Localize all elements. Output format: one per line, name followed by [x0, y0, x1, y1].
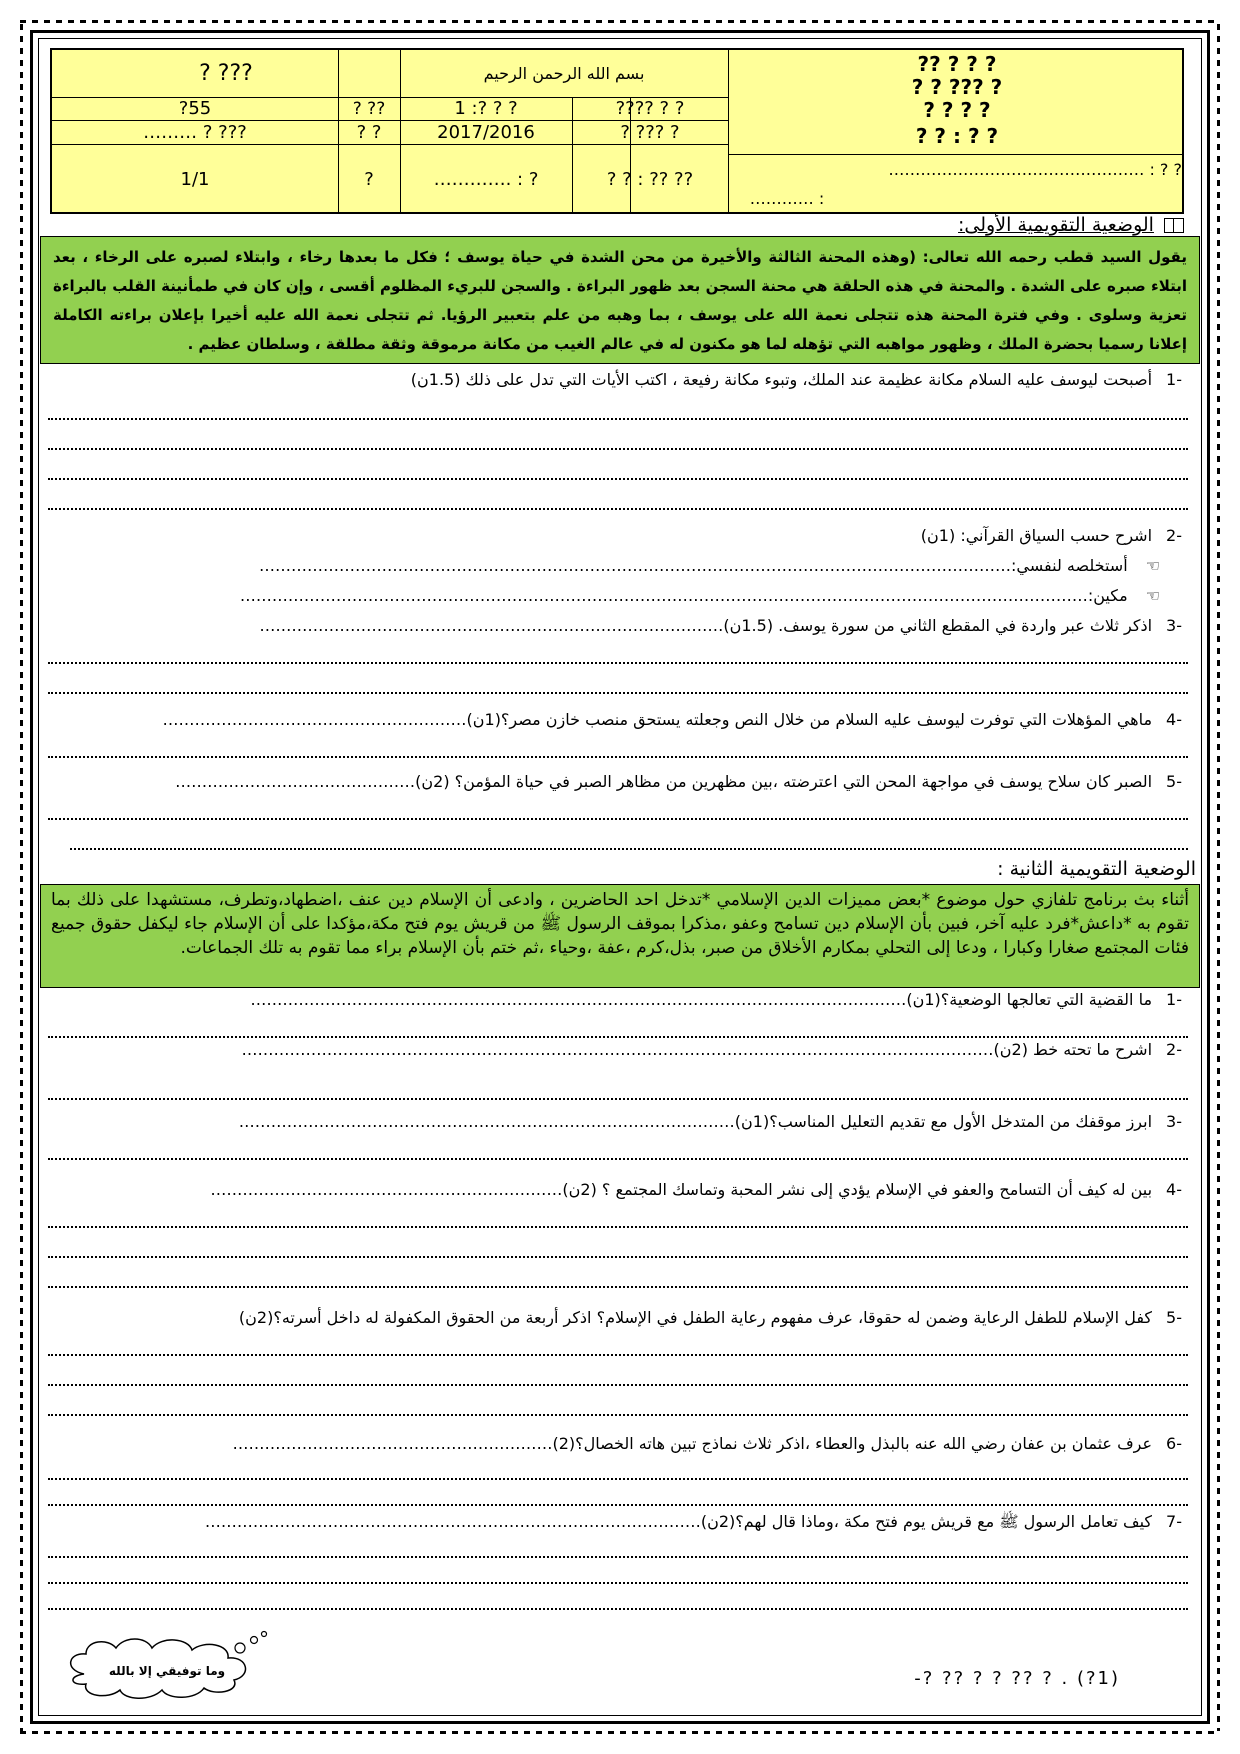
answer-line[interactable]	[48, 1158, 1188, 1160]
pointing-hand-icon: ☜	[1145, 586, 1160, 605]
situation2-title: الوضعية التقويمية الثانية :	[997, 858, 1196, 880]
pointing-hand-icon: ☜	[1145, 556, 1160, 575]
school-name-line4: ? ? : ? ?	[915, 124, 999, 148]
answer-line[interactable]	[48, 1286, 1188, 1288]
s2-question-6: -6عرف عثمان بن عفان رضي الله عنه بالبذل والعطاء ،اذكر ثلاث نماذج تبين هاته الخصال؟(2)……………………………………………………	[232, 1434, 1182, 1453]
year-label: ? ??? ?	[620, 121, 680, 143]
answer-line[interactable]	[70, 848, 1188, 850]
basmala: بسم الله الرحمن الرحيم	[483, 64, 645, 83]
s2-question-3: -3ابرز موقفك من المتدخل الأول مع تقديم التعليل المناسب؟(1ن)…………………………………………………………………………………	[238, 1112, 1182, 1131]
s1-question-3: -3اذكر ثلاث عبر واردة في المقطع الثاني من سورة يوسف. (1.5ن)……………………………………………………………………………	[259, 616, 1182, 635]
answer-line[interactable]	[48, 1354, 1188, 1356]
situation1-title: الوضعية التقويمية الأولى:	[958, 214, 1184, 236]
answer-line[interactable]	[48, 1556, 1188, 1558]
situation1-text: يقول السيد قطب رحمه الله تعالى: (وهذه المحنة الثالثة والأخيرة من محن الشدة في حياة يوسف ؛ فكل ما بعدها رخاء ، وابتلاء لصبره على الرخاء ، بعد ابتلاء صبره على الشدة . والمحنة في هذه الحلقة هي محنة السجن بعد ظهور البراءة . والسجن للبريء المظلوم أقسى ، وإن كان في طمأنينة القلب بالبراءة تعزية وسلوى . وفي فترة المحنة هذه تتجلى نعمة الله على يوسف ، بما وهبه من علم بتعبير الرؤيا. ثم تتجلى نعمة الله عليه أخيرا بإعلان براءته الكاملة إعلانا رسميا بحضرة الملك ، وظهور مواهبه التي تؤهله لما هو مكنون له في عالم الغيب من مكانة مرموقة وثقة مطلقة ، وسلطان عظيم .	[40, 236, 1200, 364]
book-icon	[1164, 218, 1184, 233]
answer-line[interactable]	[48, 478, 1188, 480]
student-class-line: ………… :	[749, 188, 825, 208]
footer-line: -? ?? ? ? ?? ? . (?1)	[914, 1668, 1120, 1689]
duration: 1 :? ? ?	[454, 98, 518, 119]
school-name-line1: ?? ? ? ?	[917, 52, 997, 76]
answer-line[interactable]	[48, 1226, 1188, 1228]
answer-line[interactable]	[48, 1414, 1188, 1416]
s1-sub-item-1: ☜أستخلصه لنفسي:……………………………………………………………………………………………………………………………	[259, 556, 1160, 575]
cloud-text: وما توفيقي إلا بالله	[108, 1664, 226, 1678]
answer-line[interactable]	[48, 418, 1188, 420]
situation2-text: أثناء بث برنامج تلفازي حول موضوع *بعض مميزات الدين الإسلامي *تدخل احد الحاضرين ، وادعى أن الإسلام دين عنف ،اضطهاد،وتطرف، مستشهدا على ذلك بما تقوم به *داعش*فرد عليه آخر، فبين بأن الإسلام دين تسامح وعفو ،مذكرا بموقف الرسول ﷺ من قريش يوم فتح مكة،مؤكدا على أن الإسلام جاء ليكفل حقوق جميع فئات المجتمع صغارا وكبارا ، ودعا إلى التحلي بمكارم الأخلاق من صبر، بذل،كرم ،عفة ،وحياء ،ثم ختم بأن الإسلام براء مما تقوم به تلك الجماعات.	[40, 884, 1200, 988]
page-label: ?	[364, 168, 374, 190]
school-year: 2017/2016	[437, 121, 535, 143]
s2-question-1: -1ما القضية التي تعالجها الوضعية؟(1ن)……………………………………………………………………………………………………………	[250, 990, 1182, 1009]
s1-question-2: -2اشرح حسب السياق القرآني: (1ن)	[920, 526, 1182, 545]
header-title-left: ? ???	[199, 61, 253, 86]
s2-question-7: -7كيف تعامل الرسول ﷺ مع قريش يوم فتح مكة ،وماذا قال لهم؟(2ن)…………………………………………………………………………………	[204, 1512, 1182, 1531]
answer-line[interactable]	[48, 1036, 1188, 1038]
term: ???? ? ?	[615, 98, 685, 119]
answer-line[interactable]	[48, 692, 1188, 694]
answer-line[interactable]	[48, 662, 1188, 664]
s1-sub-item-2: ☜مكين:……………………………………………………………………………………………………………………………………………	[239, 586, 1160, 605]
student-name-line: ………………………………………… : ? ?	[888, 159, 1182, 179]
answer-line[interactable]	[48, 508, 1188, 510]
s2-question-4: -4بين له كيف أن التسامح والعفو في الإسلام يؤدي إلى نشر المحبة وتماسك المجتمع ؟ (2ن)…………………………………………………………	[210, 1180, 1182, 1199]
cloud-callout	[72, 1646, 262, 1696]
school-name-line3: ? ? ? ?	[923, 98, 991, 122]
grade-code: ?55	[178, 98, 212, 119]
s2-question-5: -5كفل الإسلام للطفل الرعاية وضمن له حقوقا، عرف مفهوم رعاية الطفل في الإسلام؟ اذكر أربعة من الحقوق المكفولة له داخل أسرته؟(2ن)	[238, 1308, 1182, 1327]
answer-line[interactable]	[48, 1256, 1188, 1258]
grade-value: ……… ? ???	[143, 121, 247, 143]
answer-line[interactable]	[48, 818, 1188, 820]
answer-line[interactable]	[48, 1478, 1188, 1480]
answer-line[interactable]	[48, 756, 1188, 758]
date-label: ? ? : ?? ??	[606, 168, 694, 190]
grade-value-label: ? ?	[356, 121, 382, 143]
answer-line[interactable]	[48, 1384, 1188, 1386]
answer-line[interactable]	[48, 448, 1188, 450]
exam-header	[50, 48, 1184, 214]
answer-line[interactable]	[48, 1582, 1188, 1584]
s1-question-5: -5الصبر كان سلاح يوسف في مواجهة المحن التي اعترضته ،بين مظهرين من مظاهر الصبر في حياة المؤمن؟ (2ن)………………………………………	[175, 772, 1182, 791]
s1-question-1: -1أصبحت ليوسف عليه السلام مكانة عظيمة عند الملك، وتبوء مكانة رفيعة ، اكتب الأيات التي تدل على ذلك (1.5ن)	[410, 370, 1182, 389]
date-field: …………. : ?	[433, 168, 539, 190]
school-name-line2: ? ? ??? ?	[911, 75, 1003, 99]
s2-question-2: -2اشرح ما تحته خط (2ن)……………………………………………………………………………………………………………………………	[241, 1040, 1182, 1059]
page-number: 1/1	[180, 168, 210, 190]
grade-label: ? ??	[352, 98, 386, 119]
answer-line[interactable]	[48, 1504, 1188, 1506]
answer-line[interactable]	[48, 1098, 1188, 1100]
answer-line[interactable]	[48, 1608, 1188, 1610]
s1-question-4: -4ماهي المؤهلات التي توفرت ليوسف عليه السلام من خلال النص وجعلته يستحق منصب خازن مصر؟(1ن)…………………………………………………	[162, 710, 1182, 729]
